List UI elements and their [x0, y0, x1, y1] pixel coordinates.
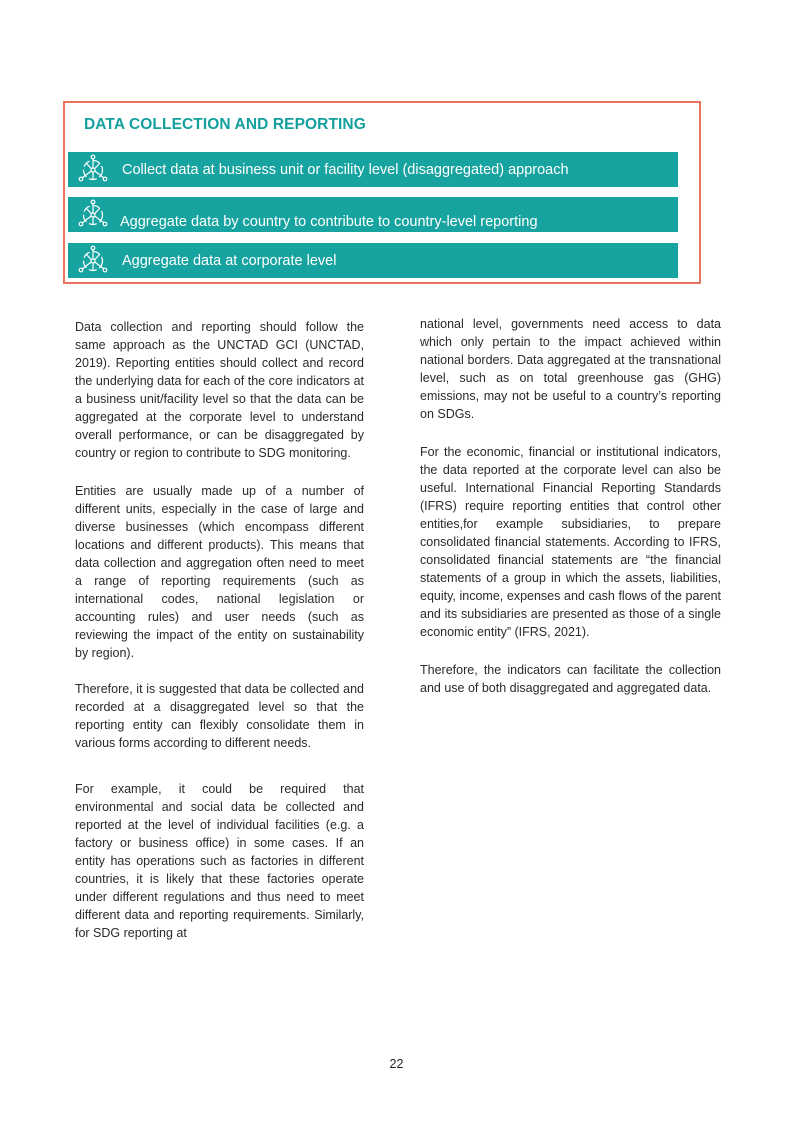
aggregate-corporate-bar: [68, 243, 678, 278]
box-title: DATA COLLECTION AND REPORTING: [84, 116, 366, 133]
collect-data-bar: [68, 152, 678, 187]
bar-label: Aggregate data at corporate level: [122, 252, 337, 269]
aggregate-country-bar: [68, 197, 678, 232]
bar-label: Aggregate data by country to contribute to country-level reporting: [120, 214, 538, 230]
paragraph: national level, governments need access to data which only pertain to the impact achieved within national borders. Data aggregated at the transnational level, such as on total greenhouse gas (GHG) emissions, may not be useful to a country’s reporting on SDGs.: [420, 317, 721, 421]
paragraph: For example, it could be required that environmental and social data be collected and reported at the level of individual facilities (e.g. a factory or business office) in some cases. If an entity has operations such as factories in different countries, it is likely that these factories operate under different regulations and thus need to meet different data and reporting requirements. Similarly, for SDG reporting at: [75, 782, 364, 940]
network-hub-icon: [76, 244, 110, 278]
page-number: 22: [389, 1057, 404, 1071]
network-hub-icon: [76, 153, 110, 187]
bar-label: Collect data at business unit or facility level (disaggregated) approach: [122, 161, 569, 178]
paragraph: Therefore, the indicators can facilitate the collection and use of both disaggregated and aggregated data.: [420, 663, 721, 695]
network-hub-icon: [76, 198, 110, 232]
data-collection-box: [63, 101, 701, 284]
paragraph: Data collection and reporting should follow the same approach as the UNCTAD GCI (UNCTAD, 2019). Reporting entities should collect and record the underlying data for each of the core indicators at a business unit/facility level so that the data can be aggregated at the corporate level to understand overall performance, or can be disaggregated by country or region to contribute to SDG monitoring.: [75, 320, 364, 460]
paragraph: For the economic, financial or institutional indicators, the data reported at the corporate level can also be useful. International Financial Reporting Standards (IFRS) require reporting entities that control other entities,for example subsidiaries, to prepare consolidated financial statements. According to IFRS, consolidated financial statements are “the financial statements of a group in which the assets, liabilities, equity, income, expenses and cash flows of the parent and its subsidiaries are presented as those of a single economic entity” (IFRS, 2021).: [420, 445, 721, 639]
left-column: [75, 318, 364, 942]
right-column: [420, 315, 721, 697]
paragraph: Therefore, it is suggested that data be collected and recorded at a disaggregated level so that the reporting entity can flexibly consolidate them in various forms according to different needs.: [75, 682, 364, 750]
paragraph: Entities are usually made up of a number of different units, especially in the case of large and diverse businesses (which encompass different locations and different products). This means that data collection and aggregation often need to meet a range of reporting requirements (such as international codes, national legislation or accounting rules) and user needs (such as reviewing the impact of the entity on sustainability by region).: [75, 484, 364, 660]
